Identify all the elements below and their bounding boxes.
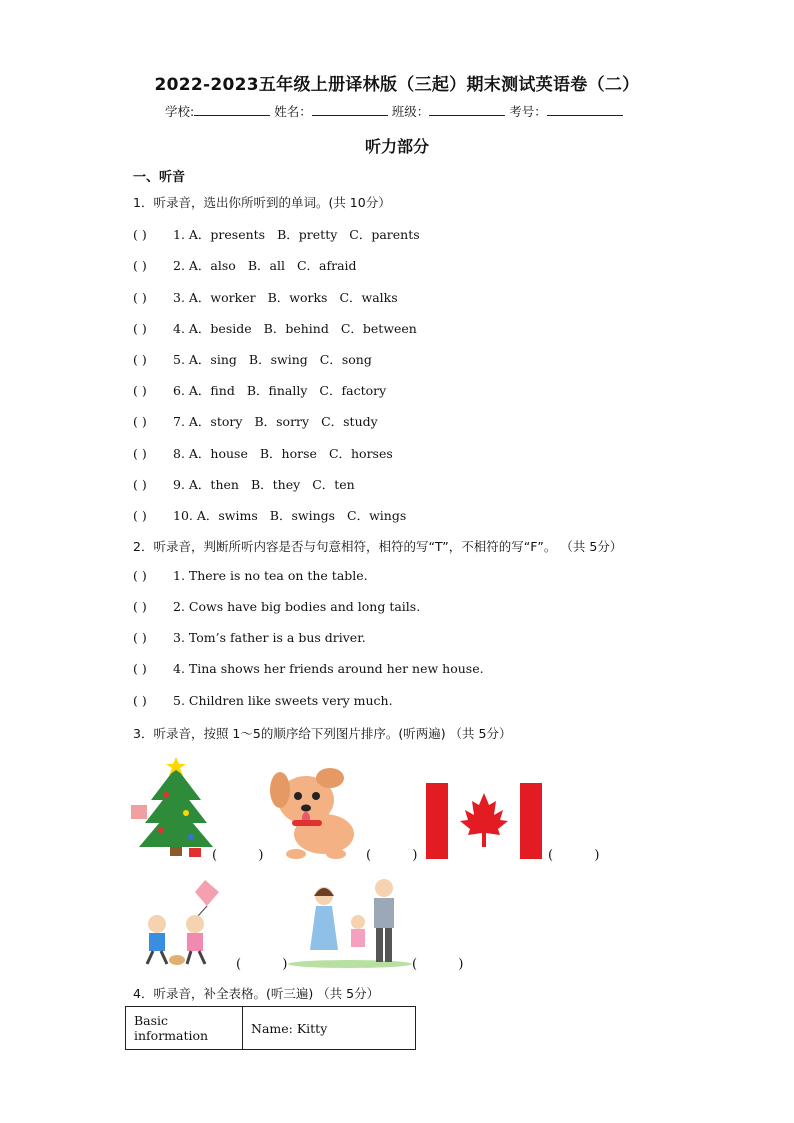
option-a: 9. A．then <box>173 477 239 492</box>
info-table <box>125 1006 416 1050</box>
q4-instruction: 4．听录音，补全表格。(听三遍) （共 5分） <box>133 986 380 1001</box>
school-label: 学校: <box>165 104 195 119</box>
option-a: 5. A．sing <box>173 352 237 367</box>
answer-bracket[interactable]: ( ) <box>133 227 147 242</box>
q2-instruction: 2．听录音，判断所听内容是否与句意相符，相符的写“T”，不相符的写“F”。 （共 5分） <box>133 539 623 554</box>
q2-item <box>133 599 420 614</box>
q1-item <box>133 350 384 368</box>
option-b: B．they <box>250 477 301 492</box>
answer-bracket[interactable]: ( ) <box>133 383 147 398</box>
option-a: 1. A．presents <box>173 227 266 242</box>
table-row <box>126 1007 416 1050</box>
exam-title: 2022-2023五年级上册译林版（三起）期末测试英语卷（二） <box>154 75 640 95</box>
answer-bracket[interactable]: ( ) <box>133 477 147 492</box>
statement: 5. Children like sweets very much. <box>173 693 393 708</box>
answer-bracket[interactable]: ( ) <box>412 957 464 972</box>
answer-bracket[interactable]: ( ) <box>236 957 288 972</box>
answer-bracket[interactable]: ( ) <box>133 352 147 367</box>
q2-item <box>133 661 484 676</box>
statement: 3. Tom’s father is a bus driver. <box>173 630 366 645</box>
answer-bracket[interactable]: ( ) <box>133 568 147 583</box>
q1-item <box>133 288 410 306</box>
answer-bracket[interactable]: ( ) <box>133 661 147 676</box>
q1-item <box>133 319 429 337</box>
answer-bracket[interactable]: ( ) <box>366 848 418 863</box>
option-c: C．study <box>321 414 378 429</box>
answer-bracket[interactable]: ( ) <box>133 508 147 523</box>
q2-item <box>133 693 393 708</box>
answer-bracket[interactable]: ( ) <box>133 258 147 273</box>
option-c: C．horses <box>328 446 393 461</box>
answer-bracket[interactable]: ( ) <box>133 446 147 461</box>
option-a: 7. A．story <box>173 414 243 429</box>
table-cell[interactable]: Name: Kitty <box>243 1007 416 1050</box>
option-c: C．wings <box>347 508 407 523</box>
canada-flag-picture <box>426 783 542 859</box>
number-blank[interactable] <box>547 102 623 116</box>
option-b: B．swings <box>269 508 336 523</box>
option-b: B．sorry <box>254 414 310 429</box>
option-a: 4. A．beside <box>173 321 252 336</box>
q3-instruction: 3．听录音，按照 1～5的顺序给下列图片排序。(听两遍) （共 5分） <box>133 726 512 741</box>
option-b: B．behind <box>263 321 329 336</box>
option-a: 3. A．worker <box>173 290 256 305</box>
option-b: B．all <box>247 258 285 273</box>
family-picture <box>288 876 413 968</box>
part1-heading: 一、听音 <box>133 170 186 185</box>
option-b: B．horse <box>259 446 317 461</box>
school-blank[interactable] <box>194 102 270 116</box>
option-b: B．finally <box>246 383 308 398</box>
option-c: C．walks <box>339 290 398 305</box>
table-header-cell: Basic information <box>126 1007 243 1050</box>
name-blank[interactable] <box>312 102 388 116</box>
option-c: C．factory <box>319 383 387 398</box>
answer-bracket[interactable]: ( ) <box>133 414 147 429</box>
option-b: B．swing <box>248 352 308 367</box>
answer-bracket[interactable]: ( ) <box>133 321 147 336</box>
q1-instruction: 1．听录音，选出你所听到的单词。(共 10分） <box>133 195 391 210</box>
q1-item <box>133 506 418 524</box>
number-label: 考号： <box>509 104 547 119</box>
section-title: 听力部分 <box>364 137 429 156</box>
answer-bracket[interactable]: ( ) <box>133 693 147 708</box>
option-b: B．works <box>267 290 328 305</box>
puppy-picture <box>266 762 360 860</box>
q1-item <box>133 256 369 274</box>
q1-item <box>133 381 398 399</box>
option-a: 8. A．house <box>173 446 248 461</box>
answer-bracket[interactable]: ( ) <box>133 599 147 614</box>
answer-bracket[interactable]: ( ) <box>133 630 147 645</box>
student-info-line <box>165 102 623 120</box>
kids-flying-kite-picture <box>133 878 225 968</box>
option-b: B．pretty <box>277 227 338 242</box>
option-c: C．between <box>340 321 417 336</box>
christmas-tree-picture <box>131 755 213 860</box>
option-c: C．ten <box>312 477 355 492</box>
class-blank[interactable] <box>429 102 505 116</box>
q1-item <box>133 412 390 430</box>
class-label: 班级： <box>391 104 430 119</box>
option-a: 2. A．also <box>173 258 236 273</box>
q1-item <box>133 444 405 462</box>
statement: 4. Tina shows her friends around her new house. <box>173 661 484 676</box>
option-c: C．song <box>319 352 372 367</box>
option-a: 6. A．find <box>173 383 235 398</box>
answer-bracket[interactable]: ( ) <box>548 848 600 863</box>
q1-item <box>133 475 367 493</box>
q2-item <box>133 568 368 583</box>
statement: 1. There is no tea on the table. <box>173 568 368 583</box>
option-a: 10. A．swims <box>173 508 258 523</box>
option-c: C．parents <box>349 227 420 242</box>
q1-item <box>133 225 432 243</box>
statement: 2. Cows have big bodies and long tails. <box>173 599 421 614</box>
answer-bracket[interactable]: ( ) <box>133 290 147 305</box>
q2-item <box>133 630 366 645</box>
option-c: C．afraid <box>296 258 357 273</box>
answer-bracket[interactable]: ( ) <box>212 848 264 863</box>
name-label: 姓名： <box>274 104 312 119</box>
